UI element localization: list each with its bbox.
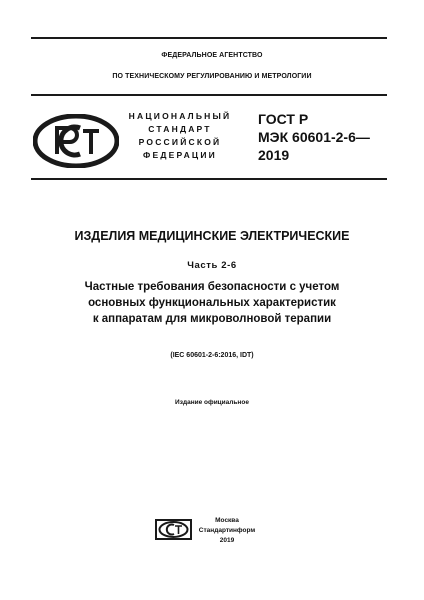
iec-reference: (IEC 60601-2-6:2016, IDT)	[170, 352, 254, 359]
subtitle-line: Частные требования безопасности с учетом	[84, 281, 340, 293]
publisher-city: Москва	[215, 517, 239, 524]
national-line: СТАНДАРТ	[148, 124, 212, 134]
edition-label: Издание официальное	[175, 399, 249, 406]
standartinform-logo-icon	[155, 519, 192, 540]
subtitle-line: основных функциональных характеристик	[88, 297, 336, 309]
document-title: ИЗДЕЛИЯ МЕДИЦИНСКИЕ ЭЛЕКТРИЧЕСКИЕ	[74, 229, 350, 243]
top-rule	[31, 37, 387, 39]
national-line: ФЕДЕРАЦИИ	[143, 150, 217, 160]
national-line: НАЦИОНАЛЬНЫЙ	[128, 111, 232, 121]
header-rule	[31, 94, 387, 96]
agency-line-2: ПО ТЕХНИЧЕСКОМУ РЕГУЛИРОВАНИЮ И МЕТРОЛОГИИ	[112, 73, 312, 80]
part-number: Часть 2-6	[187, 260, 237, 271]
subtitle-line: к аппаратам для микроволновой терапии	[92, 313, 332, 325]
publisher-year: 2019	[219, 537, 235, 544]
gost-designation	[258, 110, 378, 164]
standard-rule	[31, 178, 387, 180]
agency-line-1: ФЕДЕРАЛЬНОЕ АГЕНТСТВО	[161, 52, 263, 59]
gost-r-circle-logo-icon	[33, 114, 119, 168]
gost-line: ГОСТ Р	[258, 111, 309, 127]
gost-line: 2019	[258, 147, 290, 163]
publisher-name: Стандартинформ	[198, 527, 256, 534]
national-standard-label	[118, 110, 242, 162]
document-subtitle	[0, 279, 424, 327]
gost-line: МЭК 60601-2-6—	[258, 129, 370, 145]
national-line: РОССИЙСКОЙ	[138, 137, 222, 147]
publisher-block	[197, 516, 257, 546]
